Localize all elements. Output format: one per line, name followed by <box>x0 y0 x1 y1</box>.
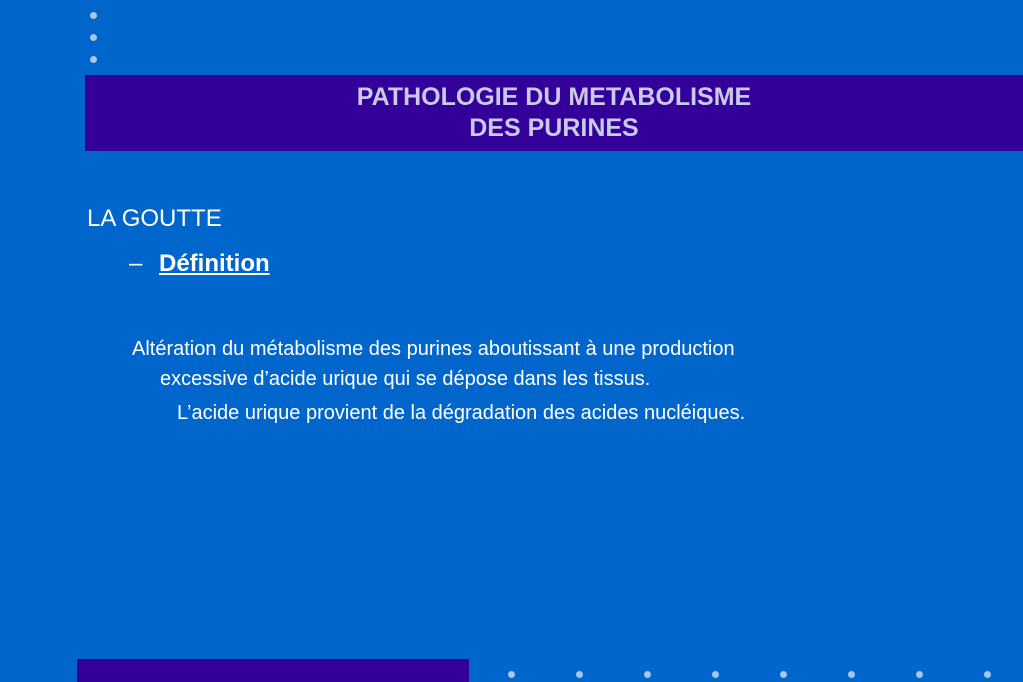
decorative-dot <box>916 671 923 678</box>
definition-line-1: Altération du métabolisme des purines aboutissant à une production <box>132 338 735 360</box>
decorative-dot <box>644 671 651 678</box>
decorative-dot <box>984 671 991 678</box>
decorative-dot <box>90 12 97 19</box>
subheading <box>129 249 270 279</box>
decorative-dot <box>90 34 97 41</box>
decorative-dot <box>780 671 787 678</box>
decorative-dot <box>848 671 855 678</box>
dash-bullet: – <box>129 250 143 277</box>
footer-band <box>77 659 469 682</box>
decorative-dot <box>712 671 719 678</box>
decorative-dot <box>576 671 583 678</box>
definition-paragraph <box>132 334 912 394</box>
section-heading: LA GOUTTE <box>87 205 222 232</box>
uric-acid-note: L’acide urique provient de la dégradation des acides nucléiques. <box>177 402 746 424</box>
slide-title-line-2: DES PURINES <box>469 114 639 142</box>
decorative-dot <box>508 671 515 678</box>
subheading-label: Définition <box>159 250 270 277</box>
definition-line-2: excessive d’acide urique qui se dépose dans les tissus. <box>160 368 651 390</box>
slide-title-band <box>85 75 1023 151</box>
decorative-dot <box>90 56 97 63</box>
slide-title-line-1: PATHOLOGIE DU METABOLISME <box>356 83 752 111</box>
